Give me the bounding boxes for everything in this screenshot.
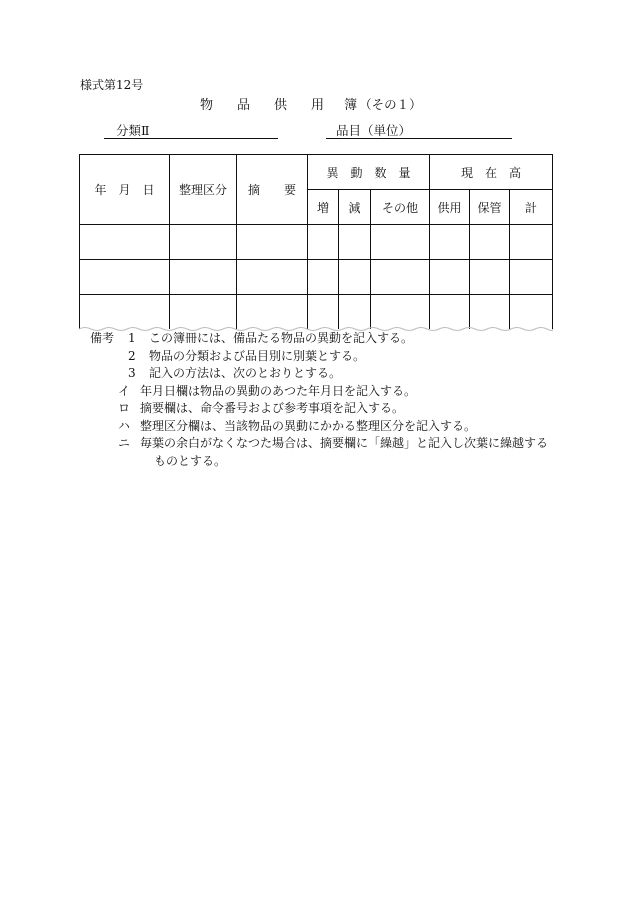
cell[interactable] xyxy=(308,225,339,260)
cell[interactable] xyxy=(371,295,430,330)
cell[interactable] xyxy=(371,225,430,260)
subitem-mark: イ xyxy=(118,383,131,398)
cell[interactable] xyxy=(510,225,553,260)
header-decrease: 減 xyxy=(339,190,371,225)
header-summary: 摘 要 xyxy=(237,155,308,225)
cell[interactable] xyxy=(80,260,170,295)
cell[interactable] xyxy=(237,225,308,260)
header-in-use: 供用 xyxy=(430,190,470,225)
cell[interactable] xyxy=(339,260,371,295)
item-unit-field[interactable]: 品目（単位） xyxy=(326,124,512,139)
cell[interactable] xyxy=(430,295,470,330)
table-row xyxy=(80,260,553,295)
subitem-mark: ロ xyxy=(118,401,131,415)
table-row xyxy=(80,225,553,260)
header-storage: 保管 xyxy=(470,190,510,225)
remark-text: 記入の方法は、次のとおりとする。 xyxy=(149,366,342,380)
subitem-text: 摘要欄は、命令番号および参考事項を記入する。 xyxy=(140,401,405,415)
title-char: 簿 xyxy=(344,98,358,113)
header-date: 年 月 日 xyxy=(80,155,170,225)
header-increase: 増 xyxy=(308,190,339,225)
remarks xyxy=(90,330,548,470)
remark-subitem xyxy=(90,418,548,436)
title-suffix: （その１） xyxy=(359,96,422,112)
cell[interactable] xyxy=(430,225,470,260)
header-change-quantity: 異 動 数 量 xyxy=(308,155,430,190)
header-category: 整理区分 xyxy=(170,155,237,225)
subitem-mark: ニ xyxy=(118,436,131,450)
cell[interactable] xyxy=(308,260,339,295)
table-row xyxy=(80,295,553,330)
remark-number: 3 xyxy=(128,366,136,380)
title-char: 用 xyxy=(311,98,325,113)
remark-text: この簿冊には、備品たる物品の異動を記入する。 xyxy=(149,331,414,345)
classification-field[interactable]: 分類Ⅱ xyxy=(104,124,278,139)
remarks-label: 備考 xyxy=(90,331,115,345)
cell[interactable] xyxy=(470,225,510,260)
cell[interactable] xyxy=(308,295,339,330)
header-current-stock: 現 在 高 xyxy=(430,155,553,190)
remark-subitem xyxy=(90,383,548,401)
cell[interactable] xyxy=(339,225,371,260)
remark-item xyxy=(90,365,548,383)
title-char: 品 xyxy=(237,98,251,113)
page-title xyxy=(200,94,430,113)
subitem-text: 整理区分欄は、当該物品の異動にかかる整理区分を記入する。 xyxy=(140,418,477,433)
cell[interactable] xyxy=(371,260,430,295)
subitem-text: 毎葉の余白がなくなつた場合は、摘要欄に「繰越」と記入し次葉に繰越する xyxy=(140,436,549,450)
cell[interactable] xyxy=(470,260,510,295)
cell[interactable] xyxy=(170,225,237,260)
subitem-text: 年月日欄は物品の異動のあつた年月日を記入する。 xyxy=(140,383,417,398)
remark-text: 物品の分類および品目別に別葉とする。 xyxy=(149,348,366,363)
subitem-mark: ハ xyxy=(118,418,131,433)
ledger-table xyxy=(79,154,553,329)
cell[interactable] xyxy=(80,225,170,260)
subitem-continuation: ものとする。 xyxy=(154,453,227,468)
remark-number: 1 xyxy=(128,331,136,345)
remark-item xyxy=(90,348,548,366)
remark-item xyxy=(90,330,548,348)
header-total: 計 xyxy=(510,190,553,225)
title-char: 物 xyxy=(200,98,214,113)
cell[interactable] xyxy=(237,295,308,330)
form-number: 様式第12号 xyxy=(80,78,144,92)
cell[interactable] xyxy=(470,295,510,330)
title-char: 供 xyxy=(274,98,288,113)
remark-subitem xyxy=(90,400,548,418)
remark-subitem xyxy=(90,435,548,453)
remark-number: 2 xyxy=(128,348,136,363)
cell[interactable] xyxy=(510,260,553,295)
header-other: その他 xyxy=(371,190,430,225)
cell[interactable] xyxy=(430,260,470,295)
cell[interactable] xyxy=(80,295,170,330)
cell[interactable] xyxy=(237,260,308,295)
cell[interactable] xyxy=(170,295,237,330)
cell[interactable] xyxy=(170,260,237,295)
cell[interactable] xyxy=(339,295,371,330)
cell[interactable] xyxy=(510,295,553,330)
